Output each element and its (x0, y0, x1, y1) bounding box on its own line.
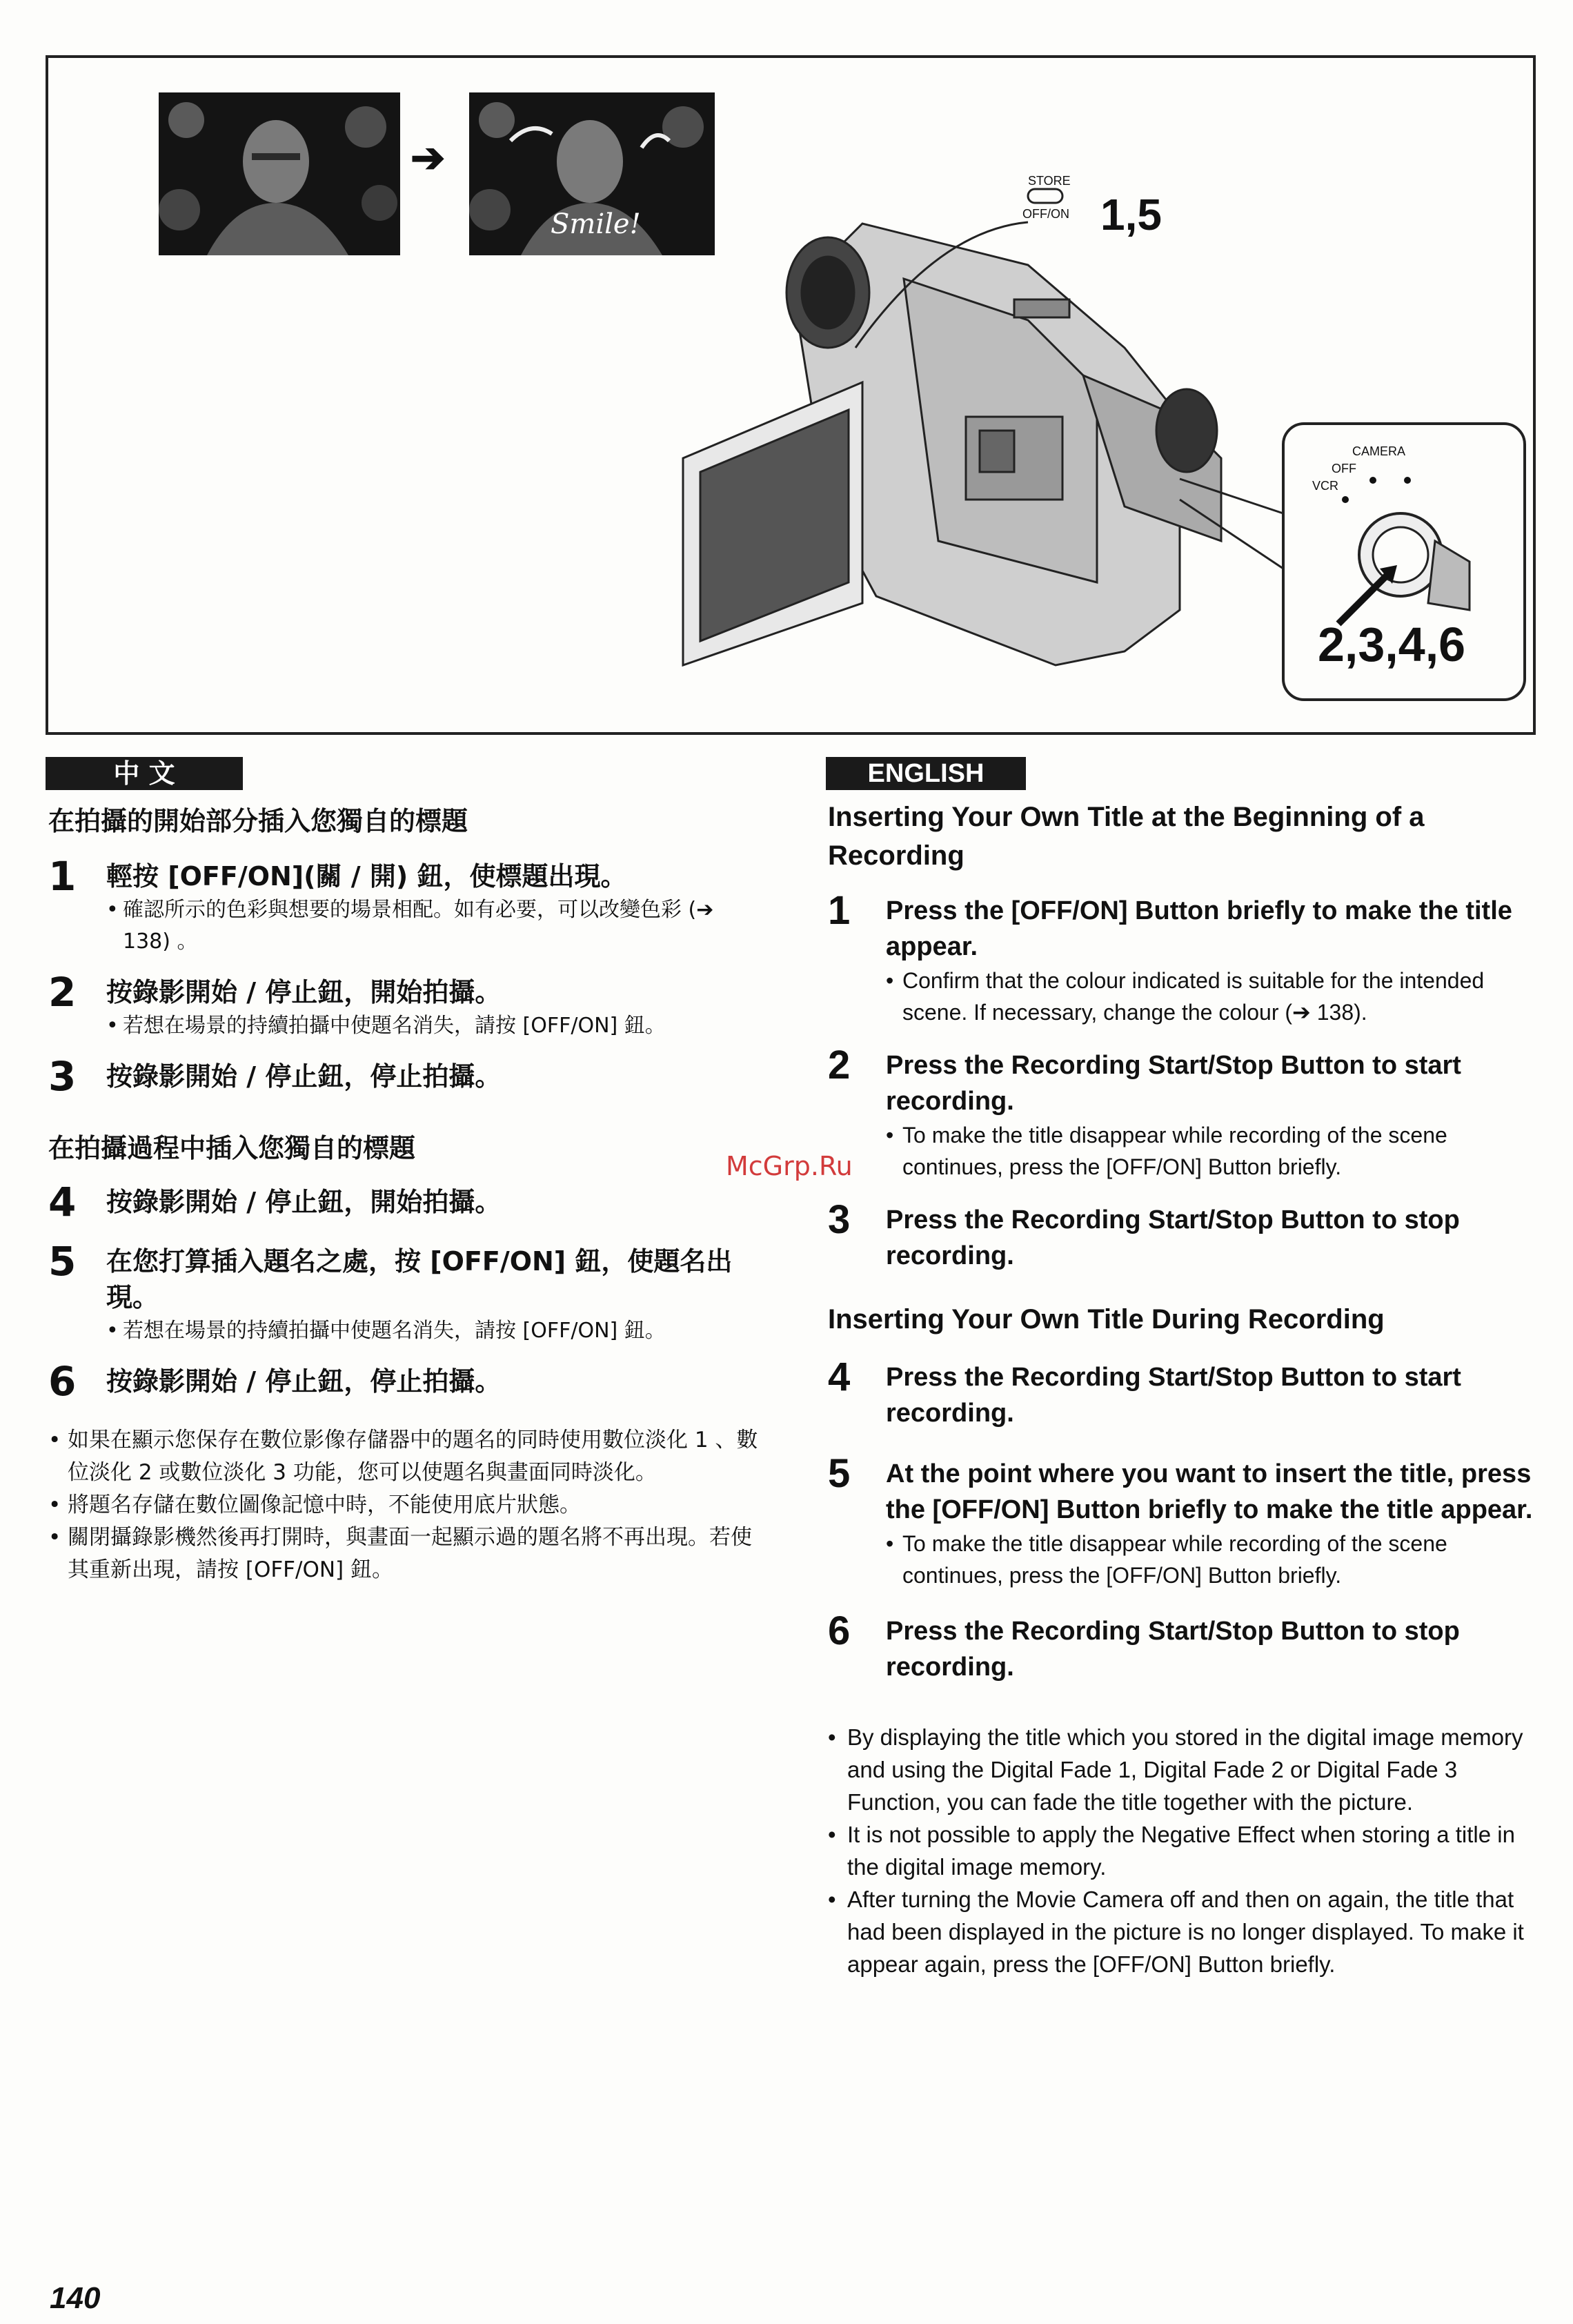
english-step-6: 6 Press the Recording Start/Stop Button to stop recording. (828, 1608, 1460, 1682)
chinese-tag: 中 文 (46, 757, 243, 790)
english-tag: ENGLISH (826, 757, 1026, 790)
english-step-1: 1 Press the [OFF/ON] Button briefly to make the title appear. • Confirm that the colour indicated is suitable for the intended scene. If necessary, change the colour (➔ 138). (828, 893, 1539, 1028)
chinese-bullet-2: • 將題名存儲在數位圖像記憶中時，不能使用底片狀態。 (48, 1489, 759, 1522)
step-number: 4 (828, 1355, 851, 1399)
watermark: McGrp.Ru (726, 1151, 853, 1181)
store-label: STORE (1028, 174, 1071, 188)
chinese-step-2: 2 按錄影開始 / 停止鈕，開始拍攝。 • 若想在場景的持續拍攝中使題名消失，請按 [OFF/ON] 鈕。 (48, 974, 759, 1042)
step-number: 2 (828, 1043, 851, 1087)
chinese-step-4: 4 按錄影開始 / 停止鈕，開始拍攝。 (48, 1179, 502, 1225)
chinese-step-3: 3 按錄影開始 / 停止鈕，停止拍攝。 (48, 1053, 502, 1100)
offon-label: OFF/ON (1022, 207, 1069, 221)
steps-label-dial: 2,3,4,6 (1318, 618, 1466, 671)
chinese-bullet-1: • 如果在顯示您保存在數位影像存儲器中的題名的同時使用數位淡化 1 、數位淡化 2 或數位淡化 3 功能，您可以使題名與畫面同時淡化。 (48, 1424, 759, 1489)
chinese-heading-1: 在拍攝的開始部分插入您獨自的標題 (48, 806, 468, 836)
dial-off-label: OFF (1332, 462, 1356, 475)
title-overlay-text: Smile! (551, 208, 641, 240)
arrow-right-icon: ➔ (410, 135, 446, 181)
chinese-heading-2: 在拍攝過程中插入您獨自的標題 (48, 1133, 416, 1163)
step-number: 6 (828, 1608, 851, 1653)
english-bullet-2: • It is not possible to apply the Negative Effect when storing a title in the digital image memory. (828, 1818, 1539, 1883)
step-number: 5 (48, 1238, 77, 1285)
english-step-2: 2 Press the Recording Start/Stop Button to start recording. • To make the title disappear while recording of the scene continues, press the [OFF/ON] Button briefly. (828, 1047, 1539, 1183)
dial-vcr-label: VCR (1312, 479, 1339, 493)
step-number: 2 (48, 969, 77, 1016)
english-step-4: 4 Press the Recording Start/Stop Button to start recording. (828, 1355, 1461, 1428)
step-number: 3 (48, 1053, 77, 1100)
chinese-step-1: 1 輕按 [OFF/ON](關 / 開) 鈕，使標題出現。 • 確認所示的色彩與想要的場景相配。如有必要，可以改變色彩 (➔ 138) 。 (48, 858, 759, 958)
english-step-3: 3 Press the Recording Start/Stop Button to stop recording. (828, 1197, 1460, 1270)
english-column (828, 798, 1539, 1980)
page-number: 140 (50, 2281, 101, 2315)
step-number: 1 (828, 888, 851, 933)
chinese-column (48, 802, 759, 1586)
step-number: 3 (828, 1197, 851, 1242)
illustration-frame (46, 55, 1536, 735)
step-number: 6 (48, 1358, 77, 1405)
english-bullet-1: • By displaying the title which you stored in the digital image memory and using the Digital Fade 1, Digital Fade 2 or Digital Fade 3 Function, you can fade the title together with the picture. (828, 1721, 1539, 1818)
english-bullet-3: • After turning the Movie Camera off and then on again, the title that had been displayed in the picture is no longer displayed. To make it appear again, press the [OFF/ON] Button briefly. (828, 1883, 1539, 1980)
chinese-bullet-3: • 關閉攝錄影機然後再打開時，與畫面一起顯示過的題名將不再出現。若使其重新出現，請按 [OFF/ON] 鈕。 (48, 1522, 759, 1586)
chinese-step-6: 6 按錄影開始 / 停止鈕，停止拍攝。 (48, 1358, 502, 1405)
step-number: 4 (48, 1179, 77, 1225)
step-number: 5 (828, 1451, 851, 1496)
english-heading-2: Inserting Your Own Title During Recording (828, 1304, 1385, 1335)
english-heading-1: Inserting Your Own Title at the Beginning of a Recording (828, 802, 1425, 871)
camcorder-drawing (48, 58, 1532, 731)
step-number: 1 (48, 853, 77, 900)
dial-camera-label: CAMERA (1352, 444, 1406, 458)
english-step-5: 5 At the point where you want to insert the title, press the [OFF/ON] Button briefly to make the title appear. • To make the title disappear while recording of the scene continues, press the [OFF/ON] Button briefly. (828, 1456, 1539, 1591)
chinese-step-5: 5 在您打算插入題名之處，按 [OFF/ON] 鈕，使題名出現。 • 若想在場景的持續拍攝中使題名消失，請按 [OFF/ON] 鈕。 (48, 1243, 759, 1347)
steps-label-top: 1,5 (1100, 190, 1162, 239)
